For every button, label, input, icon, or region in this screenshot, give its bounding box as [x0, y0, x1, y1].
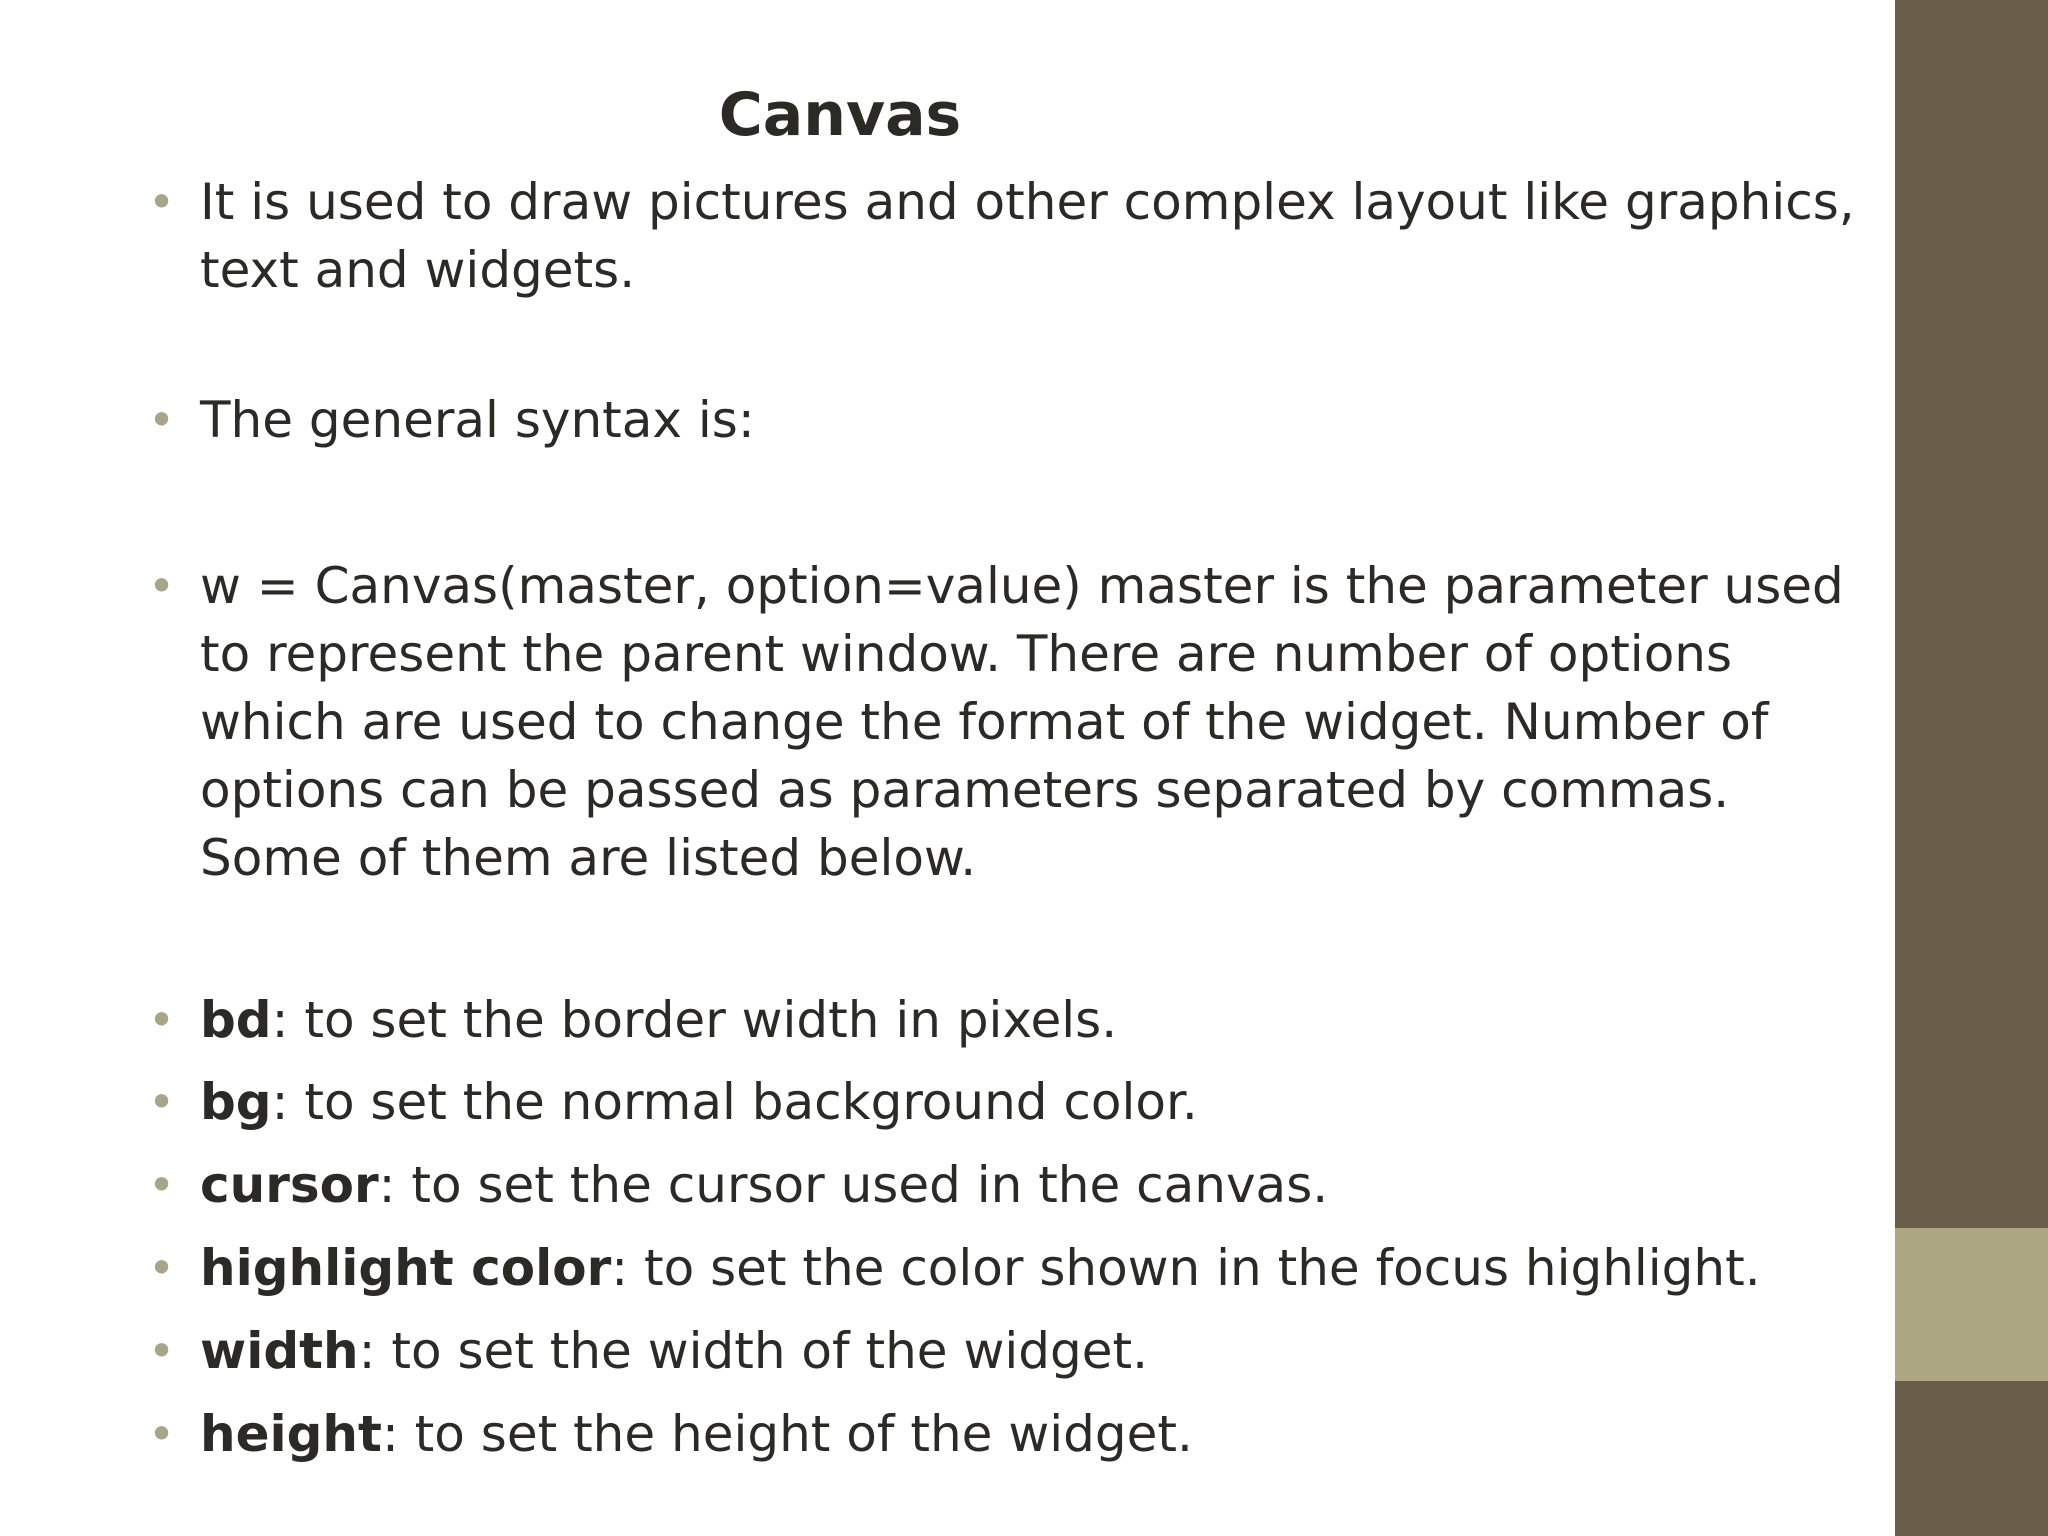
- bullet-item-option: [140, 1400, 1860, 1468]
- bullet-item-option: [140, 986, 1860, 1054]
- option-description: : to set the height of the widget.: [381, 1405, 1193, 1463]
- bullet-item-option: [140, 1317, 1860, 1385]
- bullet-item: [140, 386, 1860, 454]
- bullet-dot-icon: •: [148, 1241, 176, 1295]
- option-term: width: [200, 1322, 359, 1380]
- option-term: bg: [200, 1073, 272, 1131]
- bullet-dot-icon: •: [148, 1158, 176, 1212]
- slide-title: Canvas: [718, 80, 962, 150]
- bullet-dot-icon: •: [148, 993, 176, 1047]
- bullet-item-option: [140, 1151, 1860, 1219]
- option-term: bd: [200, 991, 272, 1049]
- option-description: : to set the cursor used in the canvas.: [378, 1156, 1329, 1214]
- bullet-dot-icon: •: [148, 1407, 176, 1461]
- bullet-item-option: [140, 1068, 1860, 1136]
- bullet-text: w = Canvas(master, option=value) master is the parameter used to represent the parent window. There are number of options which are used to change the format of the widget. Number of options can be passed as parameters separated by commas. Some of them are listed below.: [200, 557, 1844, 887]
- option-description: : to set the width of the widget.: [358, 1322, 1148, 1380]
- option-description: : to set the color shown in the focus highlight.: [611, 1239, 1761, 1297]
- bullet-dot-icon: •: [148, 559, 176, 613]
- bullet-item-option: [140, 1234, 1860, 1302]
- sidebar-accent-block: [1895, 1228, 2048, 1381]
- bullet-dot-icon: •: [148, 1324, 176, 1378]
- bullet-item: [140, 552, 1860, 892]
- option-term: highlight color: [200, 1239, 612, 1297]
- bullet-dot-icon: •: [148, 393, 176, 447]
- option-description: : to set the normal background color.: [271, 1073, 1198, 1131]
- bullet-text: It is used to draw pictures and other complex layout like graphics, text and widgets.: [200, 173, 1855, 299]
- bullet-dot-icon: •: [148, 1075, 176, 1129]
- bullet-item: [140, 168, 1860, 304]
- option-term: height: [200, 1405, 382, 1463]
- option-term: cursor: [200, 1156, 379, 1214]
- bullet-dot-icon: •: [148, 175, 176, 229]
- bullet-text: The general syntax is:: [200, 391, 755, 449]
- option-description: : to set the border width in pixels.: [271, 991, 1118, 1049]
